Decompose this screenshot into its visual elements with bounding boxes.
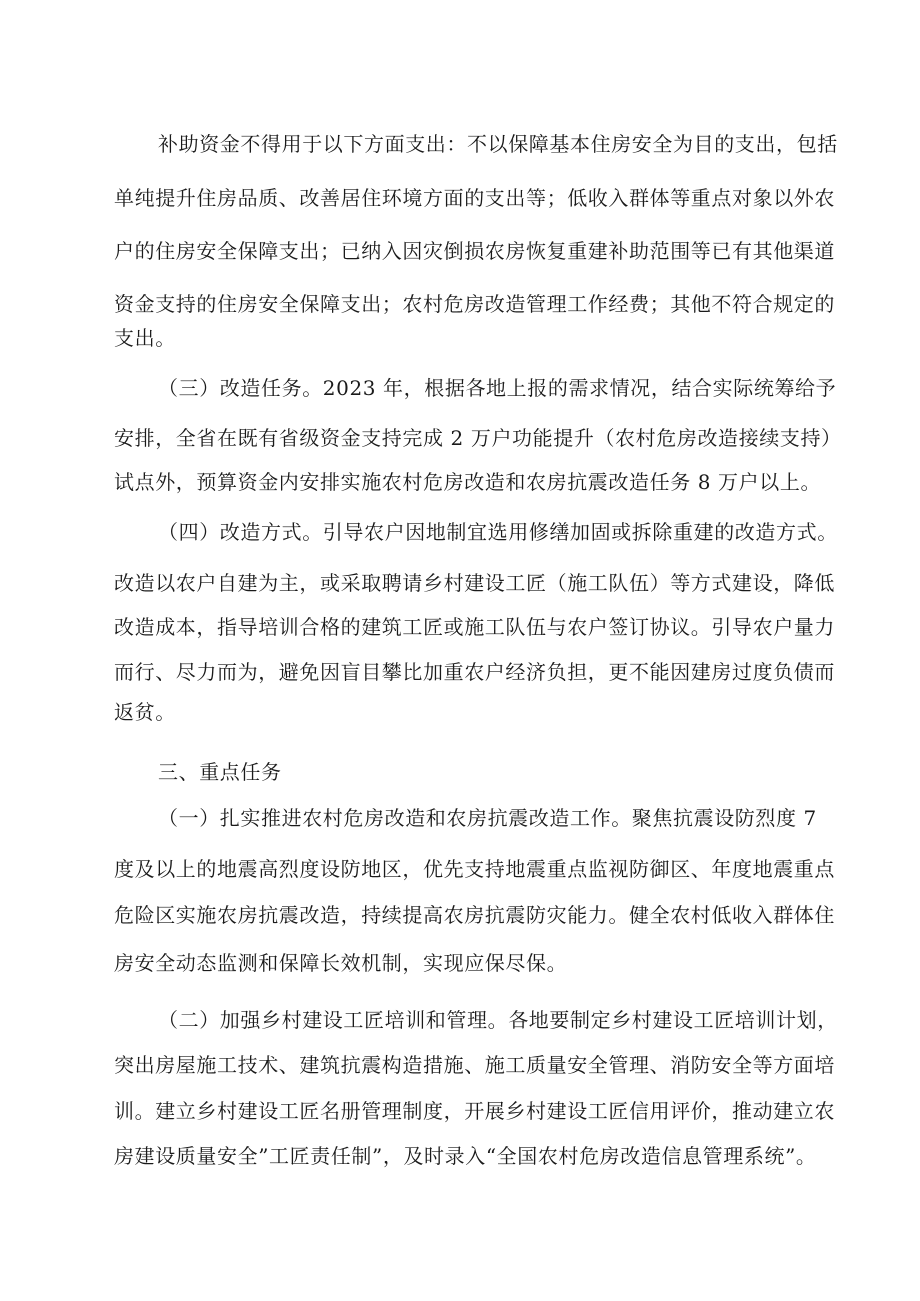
paragraph-line: 单纯提升住房品质、改善居住环境方面的支出等；低收入群体等重点对象以外农 <box>114 186 835 210</box>
paragraph-line: （一）扎实推进农村危房改造和农房抗震改造工作。聚焦抗震设防烈度 7 <box>158 806 817 830</box>
paragraph-line: 度及以上的地震高烈度设防地区，优先支持地震重点监视防御区、年度地震重点 <box>114 857 835 881</box>
paragraph-line: 改造以农户自建为主，或采取聘请乡村建设工匠（施工队伍）等方式建设，降低 <box>114 571 835 595</box>
paragraph-line: 补助资金不得用于以下方面支出：不以保障基本住房安全为目的支出，包括 <box>158 132 838 156</box>
paragraph-line: 训。建立乡村建设工匠名册管理制度，开展乡村建设工匠信用评价，推动建立农 <box>114 1099 835 1123</box>
paragraph-line: 试点外，预算资金内安排实施农村危房改造和农房抗震改造任务 8 万户以上。 <box>114 470 822 494</box>
paragraph-line: （三）改造任务。2023 年，根据各地上报的需求情况，结合实际统筹给予 <box>158 376 837 400</box>
paragraph-line: （二）加强乡村建设工匠培训和管理。各地要制定乡村建设工匠培训计划， <box>158 1008 838 1032</box>
paragraph-line: 突出房屋施工技术、建筑抗震构造措施、施工质量安全管理、消防安全等方面培 <box>114 1053 835 1077</box>
paragraph-line: 危险区实施农房抗震改造，持续提高农房抗震防灾能力。健全农村低收入群体住 <box>114 903 835 927</box>
paragraph-line: 房安全动态监测和保障长效机制，实现应保尽保。 <box>114 951 568 975</box>
paragraph-line: 安排，全省在既有省级资金支持完成 2 万户功能提升（农村危房改造接续支持） <box>114 426 842 450</box>
paragraph-line: 返贫。 <box>114 700 176 724</box>
paragraph-line: 资金支持的住房安全保障支出；农村危房改造管理工作经费；其他不符合规定的 <box>114 292 835 316</box>
section-heading: 三、重点任务 <box>158 760 282 784</box>
paragraph-line: 户的住房安全保障支出；已纳入因灾倒损农房恢复重建补助范围等已有其他渠道 <box>114 239 835 263</box>
paragraph-line: 改造成本，指导培训合格的建筑工匠或施工队伍与农户签订协议。引导农户量力 <box>114 615 835 639</box>
paragraph-line: 房建设质量安全”工匠责任制”，及时录入“全国农村危房改造信息管理系统”。 <box>114 1144 817 1168</box>
paragraph-line: 而行、尽力而为，避免因盲目攀比加重农户经济负担，更不能因建房过度负债而 <box>114 660 835 684</box>
paragraph-line: （四）改造方式。引导农户因地制宜选用修缮加固或拆除重建的改造方式。 <box>158 520 838 544</box>
paragraph-line: 支出。 <box>114 326 176 350</box>
